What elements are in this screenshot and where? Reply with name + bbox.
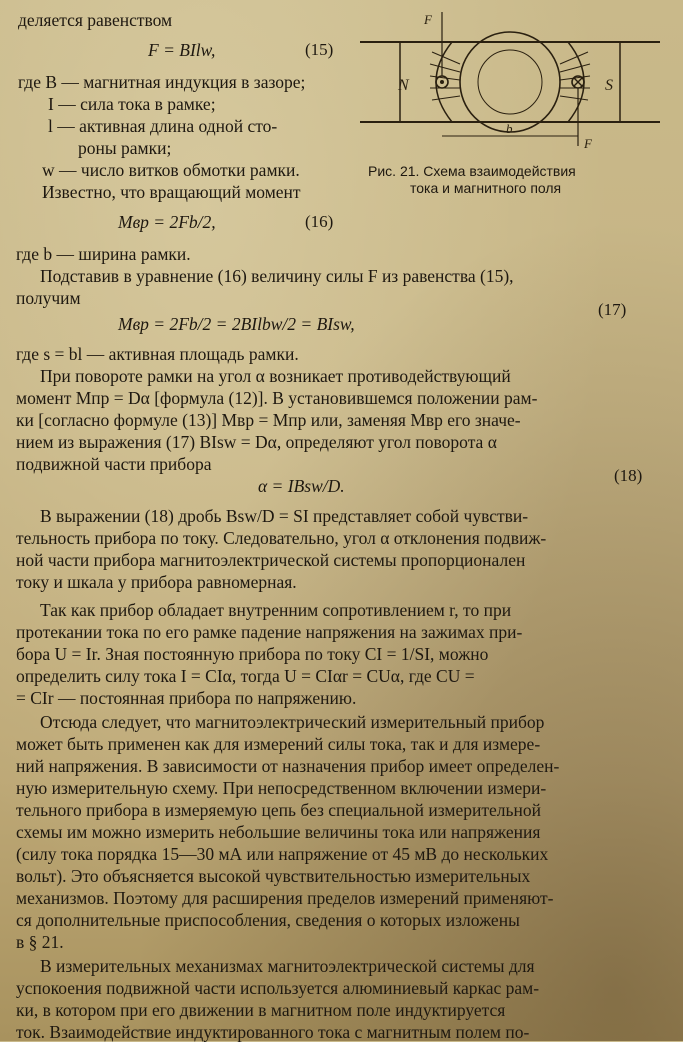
text-line: Отсюда следует, что магнитоэлектрический измерительный прибор [40, 712, 545, 732]
text-line: бора U = Ir. Зная постоянную прибора по току CI = 1/SI, можно [16, 644, 489, 664]
figure-caption [368, 163, 576, 197]
text-line: Так как прибор обладает внутренним сопротивлением r, то при [40, 600, 512, 620]
pole-s-label: S [605, 77, 613, 94]
text-line: Известно, что вращающий момент [42, 182, 301, 202]
text-line: момент Mпр = Dα [формула (12)]. В установившемся положении рам- [16, 388, 538, 408]
text-line: где s = bl — активная площадь рамки. [16, 344, 299, 364]
magnet-diagram [360, 12, 660, 152]
text-line: ток. Взаимодействие индуктированного тока с магнитным полем по- [16, 1022, 530, 1042]
equation-17: Mвр = 2Fb/2 = 2BIlbw/2 = BIsw, [118, 314, 355, 334]
force-top-label: F [424, 12, 432, 27]
text-line: деляется равенством [18, 10, 173, 30]
text-line: ки [согласно формуле (13)] Mвр = Mпр или, заменяя Mвр его значе- [16, 410, 521, 430]
text-line: в § 21. [16, 932, 64, 952]
text-line: Подставив в уравнение (16) величину силы F из равенства (15), [40, 266, 514, 286]
force-bottom-label: F [584, 136, 592, 151]
text-line: вольт). Это объясняется высокой чувствительностью измерительных [16, 866, 531, 886]
text-line: ки, в котором при его движении в магнитном поле индуктируется [16, 1000, 506, 1020]
text-line: В выражении (18) дробь Bsw/D = SI представляет собой чувстви- [40, 506, 529, 526]
text-line: получим [16, 288, 81, 308]
text-line: определить силу тока I = CIα, тогда U = CIαr = CUα, где CU = [16, 666, 475, 686]
equation-18: α = IBsw/D. [258, 476, 345, 496]
text-line: В измерительных механизмах магнитоэлектрической системы для [40, 956, 535, 976]
pole-n-label: N [398, 77, 409, 94]
text-line: тельность прибора по току. Следовательно, угол α отклонения подвиж- [16, 528, 547, 548]
text-line: роны рамки; [78, 138, 172, 158]
text-line: тельного прибора в измеряемую цепь без специальной измерительной [16, 800, 541, 820]
equation-number: (17) [598, 300, 627, 319]
text-line: (силу тока порядка 15—30 мА или напряжение от 45 мВ до нескольких [16, 844, 549, 864]
text-line: успокоения подвижной части используется алюминиевый каркас рам- [16, 978, 540, 998]
equation-number: (15) [305, 40, 334, 59]
text-line: может быть применен как для измерений силы тока, так и для измере- [16, 734, 541, 754]
text-line: где B — магнитная индукция в зазоре; [18, 72, 306, 92]
text-line: w — число витков обмотки рамки. [42, 160, 300, 180]
text-line: = CIr — постоянная прибора по напряжению. [16, 688, 357, 708]
text-line: ний напряжения. В зависимости от назначения прибор имеет определен- [16, 756, 560, 776]
text-line: току и шкала у прибора равномерная. [16, 572, 297, 592]
text-line: l — активная длина одной сто- [48, 116, 278, 136]
text-line: схемы им можно измерить небольшие величины тока или напряжения [16, 822, 541, 842]
figure-caption-line-2: тока и магнитного поля [410, 180, 562, 196]
equation-number: (16) [305, 212, 334, 231]
text-line: подвижной части прибора [16, 454, 212, 474]
text-line: протекании тока по его рамке падение напряжения на зажимах при- [16, 622, 523, 642]
equation-16: Mвр = 2Fb/2, [118, 212, 216, 232]
text-line: механизмов. Поэтому для расширения пределов измерений применяют- [16, 888, 554, 908]
equation-15: F = BIlw, [148, 40, 216, 60]
equation-number: (18) [614, 466, 643, 485]
text-line: I — сила тока в рамке; [48, 94, 216, 114]
text-line: ную измерительную схему. При непосредственном включении измери- [16, 778, 547, 798]
text-line: ной части прибора магнитоэлектрической системы пропорционален [16, 550, 526, 570]
figure-caption-line-1: Рис. 21. Схема взаимодействия [368, 163, 576, 179]
text-line: При повороте рамки на угол α возникает противодействующий [40, 366, 511, 386]
width-b-label: b [506, 121, 513, 136]
text-line: ся дополнительные приспособления, сведения о которых изложены [16, 910, 520, 930]
text-line: где b — ширина рамки. [16, 244, 191, 264]
text-line: нием из выражения (17) BIsw = Dα, определяют угол поворота α [16, 432, 497, 452]
